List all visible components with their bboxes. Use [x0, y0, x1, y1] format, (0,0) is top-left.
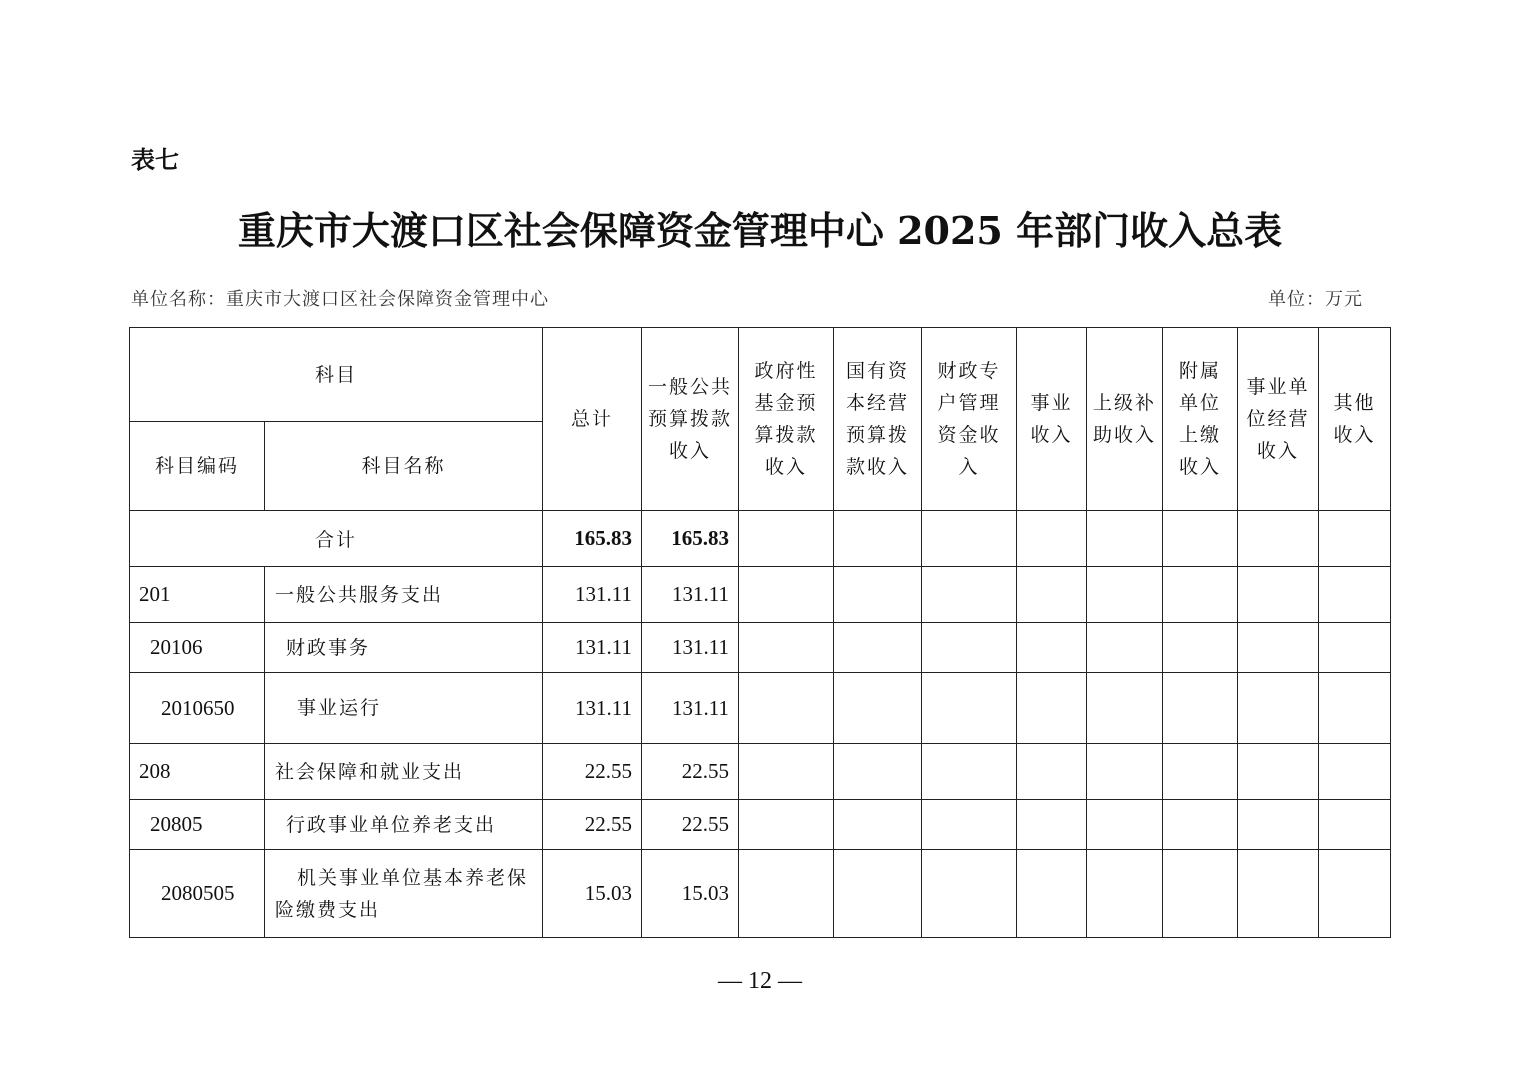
- row-code: 20805: [130, 800, 265, 850]
- total-general-public: 165.83: [642, 511, 739, 567]
- table-row: [130, 850, 1391, 938]
- row-code: 208: [130, 744, 265, 800]
- header-business-income: 事业收入: [1017, 328, 1087, 511]
- header-subject: 科目: [130, 328, 543, 422]
- row-total: 131.11: [543, 623, 642, 673]
- row-general-public: 22.55: [642, 744, 739, 800]
- row-code: 2010650: [130, 673, 265, 744]
- total-row: [130, 511, 1391, 567]
- row-general-public: 131.11: [642, 623, 739, 673]
- header-other-income: 其他收入: [1319, 328, 1391, 511]
- row-name: 机关事业单位基本养老保险缴费支出: [265, 850, 543, 938]
- table-row: [130, 673, 1391, 744]
- row-total: 22.55: [543, 744, 642, 800]
- header-subject-name: 科目名称: [265, 422, 543, 511]
- row-name: 行政事业单位养老支出: [265, 800, 543, 850]
- header-state-capital-budget: 国有资本经营预算拨款收入: [834, 328, 922, 511]
- header-total: 总计: [543, 328, 642, 511]
- row-name: 一般公共服务支出: [265, 567, 543, 623]
- row-general-public: 131.11: [642, 673, 739, 744]
- header-gov-fund-budget: 政府性基金预算拨款收入: [739, 328, 834, 511]
- meta-row: [131, 285, 1363, 311]
- header-general-public-budget: 一般公共预算拨款收入: [642, 328, 739, 511]
- table-row: [130, 623, 1391, 673]
- row-code: 201: [130, 567, 265, 623]
- table-row: [130, 744, 1391, 800]
- row-total: 15.03: [543, 850, 642, 938]
- row-name: 社会保障和就业支出: [265, 744, 543, 800]
- page-title: 重庆市大渡口区社会保障资金管理中心 2025 年部门收入总表: [237, 208, 1283, 253]
- row-general-public: 22.55: [642, 800, 739, 850]
- header-affiliated-payment: 附属单位上缴收入: [1163, 328, 1238, 511]
- header-fiscal-special-account: 财政专户管理资金收入: [922, 328, 1017, 511]
- header-superior-subsidy: 上级补助收入: [1087, 328, 1163, 511]
- total-label: 合计: [130, 511, 543, 567]
- row-code: 2080505: [130, 850, 265, 938]
- table-row: [130, 800, 1391, 850]
- table-label: 表七: [131, 146, 179, 174]
- header-business-operation: 事业单位经营收入: [1238, 328, 1319, 511]
- row-total: 131.11: [543, 567, 642, 623]
- row-total: 22.55: [543, 800, 642, 850]
- income-table: [129, 327, 1391, 938]
- row-general-public: 15.03: [642, 850, 739, 938]
- row-total: 131.11: [543, 673, 642, 744]
- row-name: 财政事务: [265, 623, 543, 673]
- page-number: — 12 —: [718, 968, 802, 994]
- row-general-public: 131.11: [642, 567, 739, 623]
- row-code: 20106: [130, 623, 265, 673]
- row-name: 事业运行: [265, 673, 543, 744]
- unit-name: 单位名称：重庆市大渡口区社会保障资金管理中心: [131, 289, 549, 310]
- total-amount: 165.83: [543, 511, 642, 567]
- table-row: [130, 567, 1391, 623]
- unit-of-measure: 单位：万元: [1268, 289, 1363, 310]
- header-subject-code: 科目编码: [130, 422, 265, 511]
